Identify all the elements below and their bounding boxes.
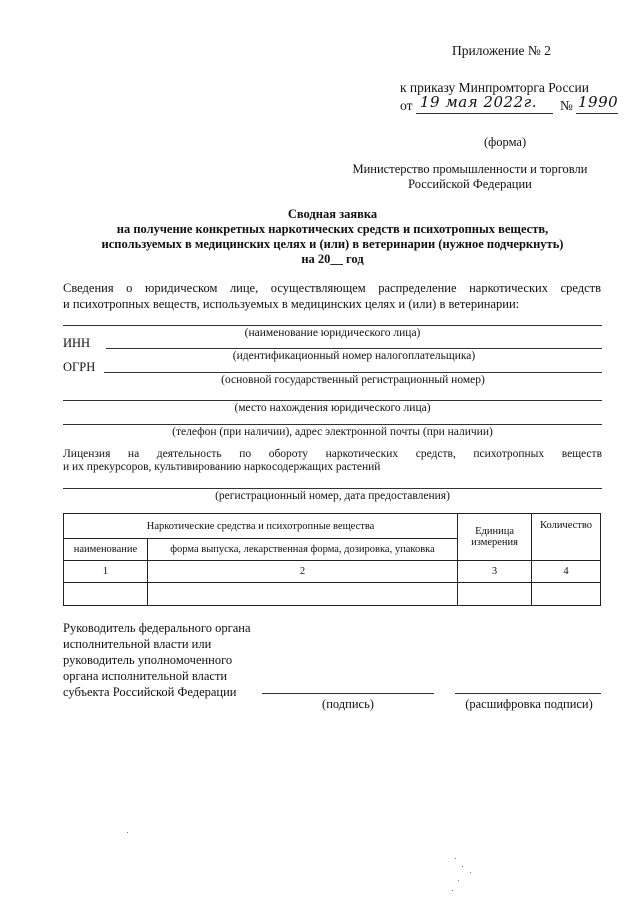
entity-name-caption: (наименование юридического лица): [244, 327, 421, 339]
table-cell[interactable]: [532, 583, 601, 606]
title-line-1: Сводная заявка: [287, 207, 378, 221]
table-col-number: 4: [532, 561, 601, 583]
date-prefix: от: [400, 98, 413, 113]
inn-line[interactable]: [106, 348, 602, 349]
ministry-line-1: Министерство промышленности и торговли: [352, 162, 588, 176]
ogrn-caption: (основной государственный регистрационный номер): [221, 374, 485, 386]
table-form-header: форма выпуска, лекарственная форма, дозировка, упаковка: [147, 539, 457, 561]
table-col-number: 2: [147, 561, 457, 583]
table-col-number: 1: [64, 561, 148, 583]
location-line[interactable]: [63, 400, 602, 401]
contacts-line[interactable]: [63, 424, 602, 425]
registration-caption: (регистрационный номер, дата предоставления): [215, 490, 450, 502]
ministry-line-2: Российской Федерации: [408, 177, 532, 191]
table-quantity-header: Количество: [532, 514, 601, 561]
signature-caption: (подпись): [322, 697, 374, 711]
location-caption: (место нахождения юридического лица): [234, 402, 431, 414]
table-cell[interactable]: [458, 583, 532, 606]
decoding-caption: (расшифровка подписи): [465, 697, 593, 711]
signatory-line-4: органа исполнительной власти: [63, 669, 228, 683]
title-line-3: используемых в медицинских целях и (или) в ветеринарии (нужное подчеркнуть): [101, 237, 564, 251]
signatory-line-5: субъекта Российской Федерации: [63, 685, 237, 699]
license-line-1: Лицензия на деятельность по обороту наркотических средств, психотропных веществ: [63, 448, 602, 460]
table-name-header: наименование: [64, 539, 148, 561]
title-line-2: на получение конкретных наркотических средств и психотропных веществ,: [116, 222, 549, 236]
number-prefix: №: [560, 98, 573, 113]
order-line: к приказу Минпромторга России: [400, 80, 589, 95]
contacts-caption: (телефон (при наличии), адрес электронной почты (при наличии): [172, 426, 493, 438]
appendix-label: Приложение № 2: [452, 43, 551, 58]
decoding-line[interactable]: [455, 693, 601, 694]
table-group-header: Наркотические средства и психотропные вещества: [64, 514, 458, 539]
signature-line[interactable]: [262, 693, 434, 694]
registration-line[interactable]: [63, 488, 602, 489]
table-col-number: 3: [458, 561, 532, 583]
drugs-table: [63, 513, 601, 606]
number-handwritten: 1990: [578, 93, 619, 111]
table-cell[interactable]: [64, 583, 148, 606]
signatory-line-2: исполнительной власти или: [63, 637, 212, 651]
ogrn-line[interactable]: [104, 372, 602, 373]
inn-label: ИНН: [63, 336, 91, 350]
signatory-line-3: руководитель уполномоченного: [63, 653, 233, 667]
signatory-line-1: Руководитель федерального органа: [63, 621, 251, 635]
entity-name-line[interactable]: [63, 325, 602, 326]
table-cell[interactable]: [147, 583, 457, 606]
table-row: [64, 583, 601, 606]
ogrn-label: ОГРН: [63, 360, 96, 374]
date-handwritten: 19 мая 2022г.: [420, 93, 537, 111]
form-label: (форма): [484, 135, 527, 149]
inn-caption: (идентификационный номер налогоплательщика): [232, 350, 476, 362]
license-line-2: и их прекурсоров, культивированию наркосодержащих растений: [63, 461, 381, 473]
intro-line-2: и психотропных веществ, используемых в медицинских целях и (или) в ветеринарии:: [63, 297, 520, 311]
table-row: [64, 561, 601, 583]
title-line-4: на 20__ год: [301, 252, 364, 266]
intro-line-1: Сведения о юридическом лице, осуществляющем распределение наркотических средств: [63, 281, 601, 295]
table-unit-header: Единица измерения: [458, 514, 532, 561]
